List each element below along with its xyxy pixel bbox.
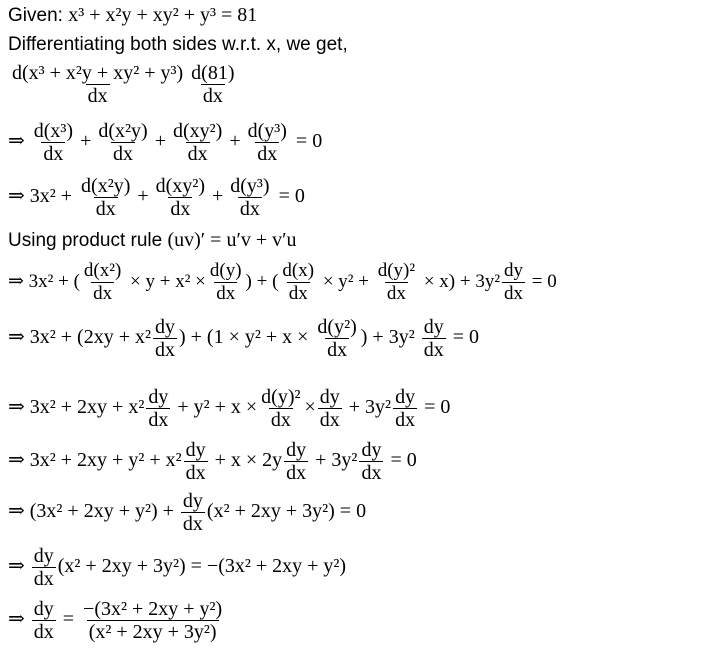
- fraction-numerator: dy: [33, 598, 54, 620]
- term-fraction: [154, 175, 207, 220]
- fraction-numerator: dy: [286, 439, 307, 461]
- fraction-denominator: dx: [182, 513, 203, 535]
- expression-text: ) + (1 × y² + x ×: [178, 326, 309, 349]
- implies-arrow: ⇒: [8, 270, 24, 292]
- step-line-8: [8, 545, 346, 590]
- expression-text: × y² +: [322, 270, 369, 292]
- given-line: [8, 4, 257, 27]
- lhs-derivative-fraction: [10, 62, 185, 107]
- implies-arrow: ⇒: [8, 449, 25, 472]
- term-fraction: [208, 260, 244, 305]
- fraction-denominator: dx: [185, 462, 206, 484]
- fraction-denominator: dx: [257, 143, 278, 165]
- term-fraction: [318, 386, 342, 431]
- step-line-4: [8, 316, 479, 361]
- expression-text: + x × 2y: [214, 449, 283, 472]
- step-line-3: [8, 260, 557, 305]
- implies-arrow: ⇒: [8, 185, 25, 208]
- fraction-denominator: dx: [33, 621, 54, 643]
- fraction-denominator: dx: [95, 198, 116, 220]
- fraction-numerator: d(y³): [230, 175, 270, 197]
- fraction-numerator: dy: [185, 439, 206, 461]
- product-rule-label: Using product rule: [8, 230, 168, 251]
- fraction-denominator: dx: [504, 283, 524, 304]
- fraction-denominator: dx: [319, 409, 340, 431]
- term-fraction: [32, 598, 56, 643]
- implies-arrow: ⇒: [8, 130, 25, 153]
- term-fraction: [181, 490, 205, 535]
- fraction-denominator: dx: [187, 143, 208, 165]
- fraction-denominator: dx: [154, 339, 175, 361]
- fraction-denominator: dx: [288, 283, 308, 304]
- fraction-numerator: dy: [148, 386, 169, 408]
- fraction-numerator: dy: [154, 316, 175, 338]
- fraction-numerator: d(xy²): [155, 175, 205, 197]
- fraction-numerator: dy: [319, 386, 340, 408]
- expression-text: ×: [304, 396, 316, 419]
- fraction-numerator: dy: [361, 439, 382, 461]
- expression-text: ) + (: [245, 270, 279, 292]
- fraction-denominator: dx: [113, 143, 134, 165]
- expression-text: 3x² + (2xy + x²: [29, 326, 151, 349]
- term-fraction: [393, 386, 417, 431]
- expression-text: + 3y²: [348, 396, 392, 419]
- expression-text: (x² + 2xy + 3y²) = −(3x² + 2xy + y²): [57, 555, 347, 578]
- fraction-denominator: dx: [170, 198, 191, 220]
- fraction-numerator: d(x²y): [81, 175, 131, 197]
- fraction-denominator: dx: [270, 409, 291, 431]
- term-fraction: [32, 545, 56, 590]
- expression-text: ) + 3y²: [360, 326, 415, 349]
- expression-text: 3x² + 2xy + x²: [29, 396, 145, 419]
- equals-zero: = 0: [531, 270, 557, 292]
- fraction-denominator: dx: [286, 462, 307, 484]
- fraction-numerator: d(y³): [247, 120, 287, 142]
- fraction-numerator: d(81): [191, 62, 235, 84]
- term-fraction: [146, 386, 170, 431]
- equals-zero: = 0: [424, 396, 451, 419]
- implies-arrow: ⇒: [8, 555, 25, 578]
- fraction-denominator: dx: [87, 85, 108, 107]
- fraction-numerator: dy: [423, 316, 444, 338]
- term-fraction: [96, 120, 149, 165]
- term-fraction: [32, 120, 75, 165]
- term-fraction: [502, 260, 525, 305]
- fraction-numerator: d(xy²): [172, 120, 223, 142]
- fraction-numerator: d(y)²: [377, 260, 416, 281]
- fraction-numerator: d(x³ + x²y + xy² + y³): [12, 62, 184, 84]
- term-fraction: [82, 260, 123, 305]
- fraction-numerator: d(y²): [317, 316, 357, 338]
- fraction-numerator: d(x²): [83, 260, 122, 281]
- term-fraction: [315, 316, 358, 361]
- step-line-6: [8, 439, 417, 484]
- expression-text: × x) + 3y²: [423, 270, 501, 292]
- fraction-denominator: dx: [33, 568, 54, 590]
- fraction-denominator: dx: [93, 283, 113, 304]
- product-rule-formula: (uv)′ = u′v + v′u: [167, 229, 297, 251]
- step-line-1: ⇒ $\frac{\text{d(x³)}}{dx}$ + $\frac{\text{d(x²y)}}{dx}$ + $\frac{\text{d(xy²)}}{dx}$ + $\frac{\text{d(y³)}}{dx}$ = 0: [8, 120, 323, 165]
- term-fraction: [184, 439, 208, 484]
- step-line-2: ⇒ 3x² + $\frac{\text{d(x²y)}}{dx}$ + $\frac{\text{d(xy²)}}{dx}$ + $\frac{\text{d(y³)}}{dx}$ = 0: [8, 175, 305, 220]
- term-fraction: [259, 386, 302, 431]
- expression-text: 3x² + (: [28, 270, 80, 292]
- term-fraction: [284, 439, 308, 484]
- fraction-denominator: (x² + 2xy + 3y²): [88, 621, 217, 643]
- fraction-denominator: dx: [423, 339, 444, 361]
- expression-text: 3x² + 2xy + y² + x²: [29, 449, 182, 472]
- expression-text: + 3y²: [315, 449, 358, 472]
- derivative-setup-line: [8, 62, 238, 107]
- fraction-denominator: dx: [361, 462, 382, 484]
- expression-text: (3x² + 2xy + y²) +: [29, 500, 174, 523]
- fraction-numerator: d(y)²: [261, 386, 301, 408]
- equals-zero: = 0: [452, 326, 479, 349]
- step-line-7: [8, 490, 366, 535]
- implies-arrow: ⇒: [8, 608, 25, 631]
- term-fraction: [171, 120, 224, 165]
- equals-zero: = 0: [390, 449, 417, 472]
- fraction-denominator: dx: [216, 283, 236, 304]
- fraction-numerator: dy: [33, 545, 54, 567]
- equals-sign: =: [62, 608, 75, 631]
- fraction-denominator: dx: [239, 198, 260, 220]
- fraction-numerator: dy: [504, 260, 524, 281]
- fraction-numerator: −(3x² + 2xy + y²): [83, 598, 223, 620]
- given-equation: x³ + x²y + xy² + y³ = 81: [68, 4, 258, 26]
- product-rule-line: [8, 229, 296, 252]
- fraction-numerator: dy: [395, 386, 416, 408]
- implies-arrow: ⇒: [8, 326, 25, 349]
- fraction-numerator: dy: [182, 490, 203, 512]
- fraction-denominator: dx: [327, 339, 348, 361]
- given-label: Given:: [8, 5, 69, 26]
- equals-zero: = 0: [278, 185, 305, 208]
- term-fraction: [422, 316, 446, 361]
- expression-text: + y² + x ×: [177, 396, 258, 419]
- expression-text: (x² + 2xy + 3y²) = 0: [206, 500, 367, 523]
- rhs-derivative-fraction: [189, 62, 236, 107]
- term-fraction: [359, 439, 383, 484]
- differentiate-statement: Differentiating both sides w.r.t. x, we get,: [8, 34, 348, 55]
- result-fraction: [81, 598, 224, 643]
- fraction-numerator: d(x²y): [98, 120, 148, 142]
- fraction-denominator: dx: [386, 283, 406, 304]
- fraction-denominator: dx: [148, 409, 169, 431]
- term-fraction: [376, 260, 417, 305]
- step-line-5: [8, 386, 450, 431]
- equals-zero: = 0: [295, 130, 323, 153]
- final-result-line: [8, 598, 226, 643]
- term-fraction: [246, 120, 289, 165]
- term-fraction: [280, 260, 316, 305]
- fraction-denominator: dx: [43, 143, 64, 165]
- implies-arrow: ⇒: [8, 500, 25, 523]
- term-fraction: [153, 316, 177, 361]
- fraction-numerator: d(x): [282, 260, 315, 281]
- term-fraction: [228, 175, 271, 220]
- fraction-denominator: dx: [202, 85, 223, 107]
- fraction-numerator: d(x³): [33, 120, 74, 142]
- term-fraction: [79, 175, 132, 220]
- expression-text: × y + x² ×: [130, 270, 206, 292]
- implies-arrow: ⇒: [8, 396, 25, 419]
- fraction-numerator: d(y): [209, 260, 242, 281]
- fraction-denominator: dx: [395, 409, 416, 431]
- expression-text: 3x² +: [29, 185, 73, 208]
